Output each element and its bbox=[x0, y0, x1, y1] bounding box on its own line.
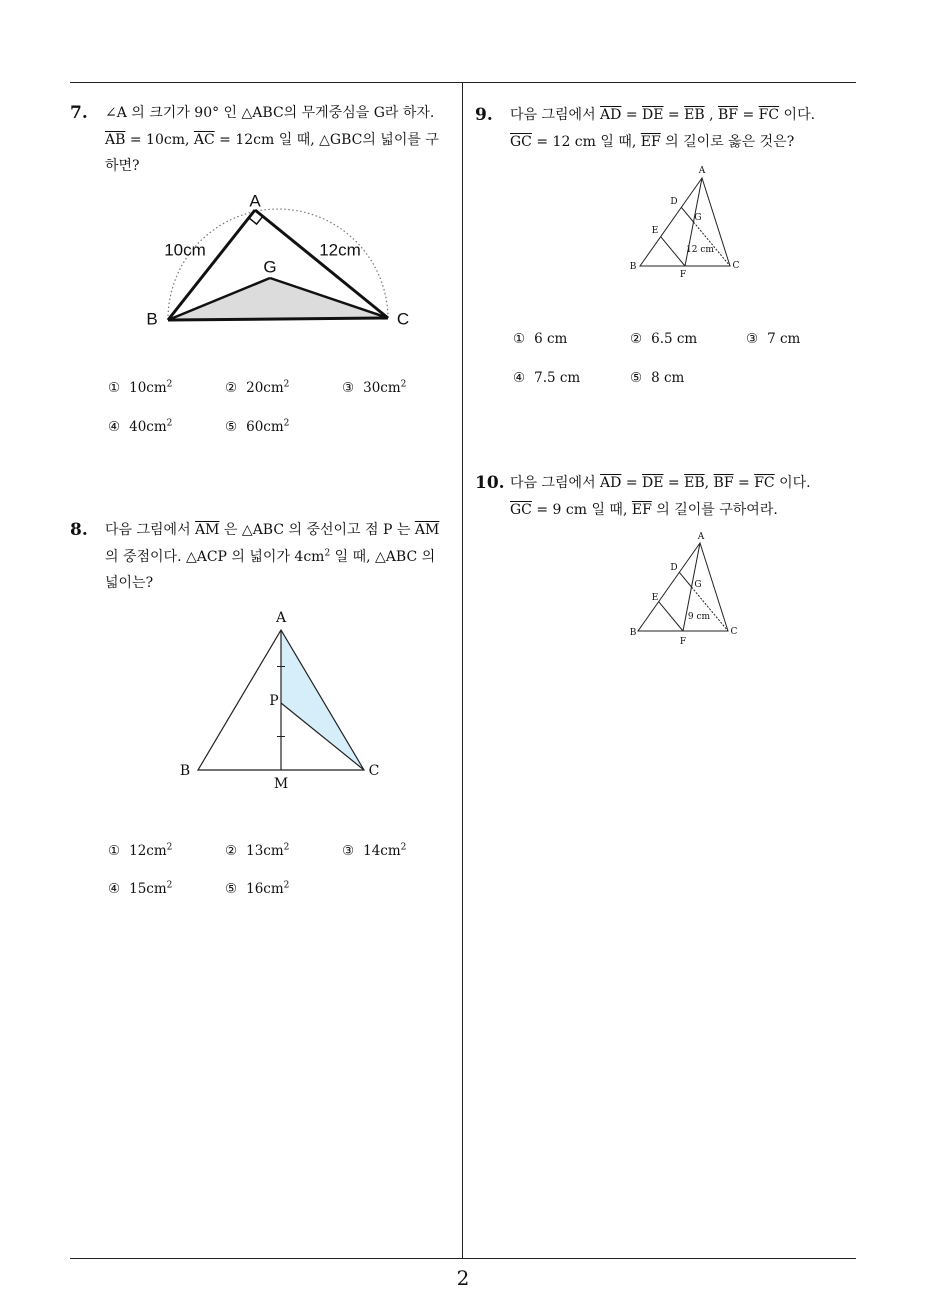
segment-dg bbox=[681, 207, 693, 222]
choice-4 bbox=[108, 417, 172, 437]
question-number: 9. bbox=[475, 105, 493, 125]
text-segment: = 12cm 일 때, △GBC의 넓이를 구 bbox=[214, 131, 439, 148]
choice-mark: ⑤ bbox=[225, 881, 238, 897]
choice-mark: ③ bbox=[342, 380, 355, 396]
vertex-label-b: B bbox=[146, 309, 158, 329]
choice-mark: ① bbox=[513, 331, 526, 347]
question-text bbox=[105, 517, 439, 597]
text-line bbox=[105, 127, 439, 154]
choice-exponent: 2 bbox=[283, 379, 290, 390]
point-label-p: P bbox=[269, 693, 279, 709]
point-label-g: G bbox=[263, 257, 277, 277]
side-label-ac: 12cm bbox=[319, 240, 361, 260]
choice-value: 14cm bbox=[363, 843, 401, 859]
point-label-d: D bbox=[670, 563, 678, 573]
text-line bbox=[510, 497, 811, 524]
choice-value: 6 cm bbox=[534, 331, 568, 347]
choice-value: 15cm bbox=[129, 881, 167, 897]
segment-ab: $\overline{AB}$ bbox=[105, 131, 126, 148]
text-segment: = 10cm, bbox=[125, 131, 194, 148]
vertex-label-a: A bbox=[698, 166, 706, 176]
point-label-e: E bbox=[651, 226, 659, 236]
text-line bbox=[510, 470, 811, 497]
choice-value: 8 cm bbox=[651, 370, 685, 386]
point-label-m: M bbox=[273, 776, 289, 792]
choice-mark: ① bbox=[108, 843, 121, 859]
shaded-triangle-gbc bbox=[168, 278, 388, 320]
point-label-f: F bbox=[679, 637, 687, 647]
text-line bbox=[105, 570, 439, 597]
choice-value: 13cm bbox=[246, 843, 284, 859]
choice-mark: ① bbox=[108, 380, 121, 396]
point-label-g: G bbox=[694, 580, 702, 590]
point-label-f: F bbox=[679, 270, 687, 280]
segment-gc bbox=[694, 222, 731, 266]
choice-mark: ② bbox=[225, 843, 238, 859]
choice-exponent: 2 bbox=[166, 418, 173, 429]
triangle-abc bbox=[638, 543, 728, 631]
page-number: 2 bbox=[456, 1266, 470, 1290]
choice-5 bbox=[630, 368, 684, 388]
vertex-label-a: A bbox=[249, 191, 261, 211]
point-label-e: E bbox=[651, 593, 659, 603]
triangle-abc bbox=[640, 178, 730, 266]
triangle-median-figure bbox=[170, 605, 390, 795]
choice-mark: ④ bbox=[108, 419, 121, 435]
choice-value: 30cm bbox=[363, 380, 401, 396]
text-segment: = bbox=[663, 475, 685, 491]
segment-bf: $\overline{BF}$ bbox=[713, 475, 734, 491]
text-segment: = bbox=[621, 475, 643, 491]
text-line bbox=[105, 544, 439, 571]
text-segment: ∠A 의 크기가 90° 인 △ABC의 무게중심을 G라 하자. bbox=[105, 105, 435, 121]
segment-ef bbox=[659, 602, 683, 631]
choice-value: 16cm bbox=[246, 881, 284, 897]
vertex-label-c: C bbox=[730, 627, 738, 637]
choice-5 bbox=[225, 879, 289, 899]
point-label-d: D bbox=[670, 197, 678, 207]
segment-gc bbox=[692, 587, 729, 631]
exponent: 2 bbox=[324, 547, 331, 558]
bottom-rule bbox=[70, 1258, 856, 1259]
text-segment: = bbox=[738, 107, 759, 123]
choice-value: 7 cm bbox=[767, 331, 801, 347]
choice-1 bbox=[513, 329, 567, 349]
choice-exponent: 2 bbox=[400, 842, 407, 853]
text-segment: 의 중점이다. △ACP 의 넓이가 4cm bbox=[105, 548, 325, 565]
side-label-ab: 10cm bbox=[164, 240, 206, 260]
text-segment: = 12 cm 일 때, bbox=[531, 133, 641, 150]
text-segment: 이다. bbox=[774, 475, 811, 491]
text-line bbox=[510, 102, 815, 129]
segment-ef: $\overline{EF}$ bbox=[640, 133, 661, 150]
choice-exponent: 2 bbox=[283, 418, 290, 429]
choice-2 bbox=[630, 329, 697, 349]
text-segment: 의 길이로 옳은 것은? bbox=[660, 133, 795, 150]
text-segment: 다음 그림에서 bbox=[105, 522, 196, 538]
choice-mark: ② bbox=[630, 331, 643, 347]
vertex-label-c: C bbox=[396, 309, 410, 329]
segment-ad: $\overline{AD}$ bbox=[600, 107, 622, 123]
vertex-label-b: B bbox=[629, 262, 637, 272]
point-label-g: G bbox=[694, 213, 702, 223]
segment-gc: $\overline{GC}$ bbox=[510, 501, 532, 518]
choice-2 bbox=[225, 841, 289, 861]
segment-eb: $\overline{EB}$ bbox=[684, 475, 705, 491]
choice-mark: ③ bbox=[342, 843, 355, 859]
choice-value: 20cm bbox=[246, 380, 284, 396]
choice-3 bbox=[342, 841, 406, 861]
segment-bf: $\overline{BF}$ bbox=[718, 107, 739, 123]
text-segment: 이다. bbox=[779, 107, 816, 123]
segment-fc: $\overline{FC}$ bbox=[758, 107, 780, 123]
column-divider bbox=[462, 82, 463, 1259]
segment-ef: $\overline{EF}$ bbox=[631, 501, 652, 518]
choice-1 bbox=[108, 841, 172, 861]
segment-fc: $\overline{FC}$ bbox=[754, 475, 775, 491]
choice-exponent: 2 bbox=[166, 880, 173, 891]
vertex-label-a: A bbox=[275, 610, 287, 626]
vertex-label-c: C bbox=[732, 261, 740, 271]
choice-value: 12cm bbox=[129, 843, 167, 859]
choice-mark: ④ bbox=[513, 370, 526, 386]
choice-3 bbox=[342, 378, 406, 398]
text-segment: 은 △ABC 의 중선이고 점 P 는 bbox=[219, 522, 415, 538]
vertex-label-c: C bbox=[368, 763, 380, 779]
choice-2 bbox=[225, 378, 289, 398]
choice-mark: ④ bbox=[108, 881, 121, 897]
segment-ac: $\overline{AC}$ bbox=[193, 131, 215, 148]
text-segment: , bbox=[704, 107, 718, 123]
choice-exponent: 2 bbox=[283, 880, 290, 891]
text-segment: 하면? bbox=[105, 158, 140, 174]
text-segment: 넓이는? bbox=[105, 575, 154, 591]
question-text bbox=[510, 470, 811, 523]
choice-exponent: 2 bbox=[166, 842, 173, 853]
choice-value: 40cm bbox=[129, 419, 167, 435]
segment-ad: $\overline{AD}$ bbox=[600, 475, 622, 491]
question-text bbox=[105, 100, 439, 180]
question-text bbox=[510, 102, 815, 155]
segment-am: $\overline{AM}$ bbox=[414, 522, 440, 538]
text-segment: = 9 cm 일 때, bbox=[531, 501, 632, 518]
segment-dg bbox=[679, 572, 691, 587]
segment-gc: $\overline{GC}$ bbox=[510, 133, 532, 150]
choice-mark: ⑤ bbox=[225, 419, 238, 435]
text-segment: = bbox=[621, 107, 643, 123]
segment-de: $\overline{DE}$ bbox=[642, 107, 664, 123]
vertex-label-b: B bbox=[629, 628, 637, 638]
text-line bbox=[105, 100, 439, 127]
choice-4 bbox=[513, 368, 580, 388]
text-segment: 일 때, △ABC 의 bbox=[330, 548, 436, 565]
text-segment: = bbox=[733, 475, 755, 491]
segment-am: $\overline{AM}$ bbox=[195, 522, 220, 538]
choice-exponent: 2 bbox=[400, 379, 407, 390]
length-label-gc: 9 cm bbox=[687, 612, 711, 622]
segment-ef bbox=[661, 237, 685, 266]
choice-exponent: 2 bbox=[166, 379, 173, 390]
right-triangle-centroid-figure bbox=[140, 185, 420, 335]
text-line bbox=[510, 129, 815, 156]
choice-value: 6.5 cm bbox=[651, 331, 698, 347]
segment-eb: $\overline{EB}$ bbox=[684, 107, 705, 123]
choice-5 bbox=[225, 417, 289, 437]
question-number: 10. bbox=[475, 473, 505, 493]
text-segment: 다음 그림에서 bbox=[510, 107, 601, 123]
choice-mark: ⑤ bbox=[630, 370, 643, 386]
choice-mark: ② bbox=[225, 380, 238, 396]
text-line bbox=[105, 153, 439, 180]
question-number: 7. bbox=[70, 103, 88, 123]
text-line bbox=[105, 517, 439, 544]
choice-mark: ③ bbox=[746, 331, 759, 347]
text-segment: , bbox=[704, 475, 714, 491]
text-segment: 의 길이를 구하여라. bbox=[651, 501, 778, 518]
trisected-triangle-figure bbox=[620, 160, 755, 285]
choice-value: 60cm bbox=[246, 419, 284, 435]
side-bc bbox=[168, 318, 388, 320]
choice-value: 7.5 cm bbox=[534, 370, 581, 386]
vertex-label-b: B bbox=[179, 763, 191, 779]
choice-value: 10cm bbox=[129, 380, 167, 396]
text-segment: 다음 그림에서 bbox=[510, 475, 601, 491]
choice-3 bbox=[746, 329, 800, 349]
choice-exponent: 2 bbox=[283, 842, 290, 853]
text-segment: = bbox=[663, 107, 685, 123]
length-label-gc: 12 cm bbox=[686, 245, 714, 255]
choice-1 bbox=[108, 378, 172, 398]
trisected-triangle-figure bbox=[618, 525, 753, 650]
top-rule bbox=[70, 82, 856, 83]
choice-4 bbox=[108, 879, 172, 899]
vertex-label-a: A bbox=[697, 532, 705, 542]
segment-de: $\overline{DE}$ bbox=[642, 475, 664, 491]
question-number: 8. bbox=[70, 520, 88, 540]
